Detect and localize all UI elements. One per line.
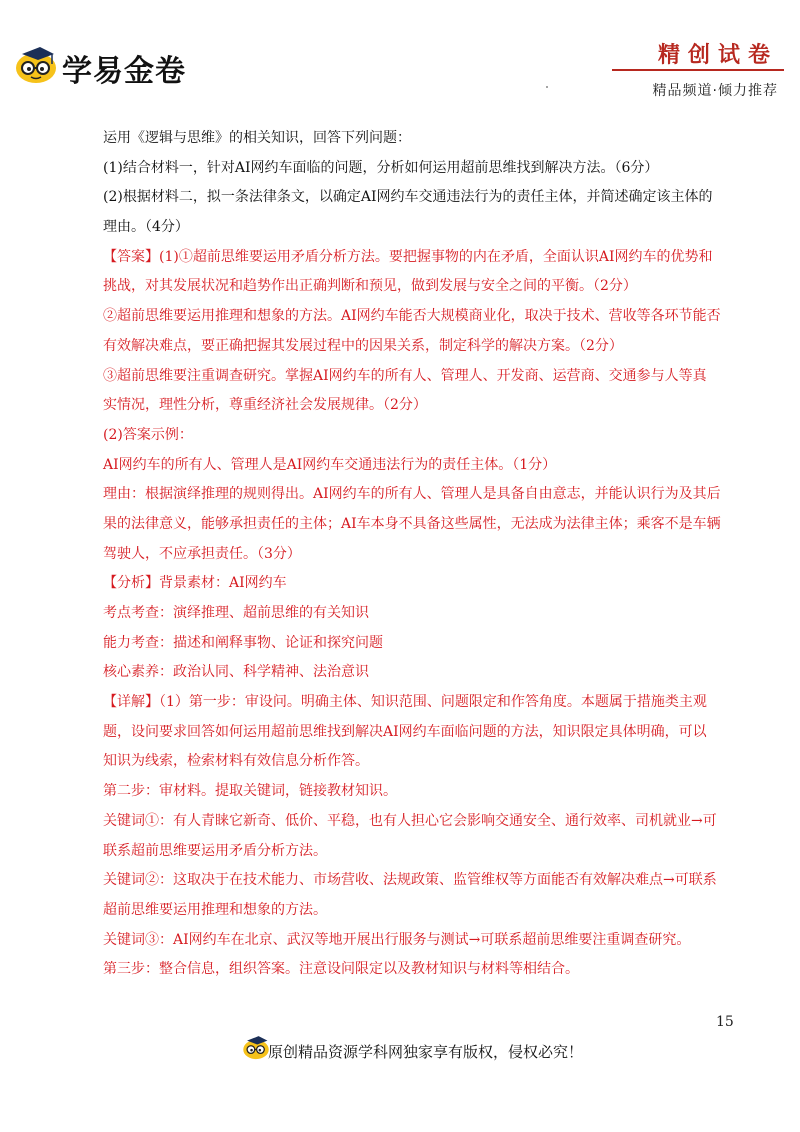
detail-line: 题，设问要求回答如何运用超前思维找到解决AI网约车面临问题的方法，知识限定具体明确，可以 [103,723,707,740]
detail-line: 关键词②：这取决于在技术能力、市场营收、法规政策、监管维权等方面能否有效解决难点→可联系 [103,872,717,889]
header-divider [612,69,784,71]
header-title: 精创试卷 [657,42,778,68]
text-line: (2)根据材料二，拟一条法律条文，以确定AI网约车交通违法行为的责任主体，并简述确定该主体的 [103,189,713,206]
answer-line: 实情况，理性分析，尊重经济社会发展规律。（2分） [103,397,427,414]
detail-line: 第二步：审材料。提取关键词，链接教材知识。 [103,783,397,800]
mascot-logo-icon [242,1034,270,1060]
answer-line: 有效解决难点，要正确把握其发展过程中的因果关系，制定科学的解决方案。（2分） [103,337,623,354]
document-body [103,124,723,985]
analysis-line: 考点考查：演绎推理、超前思维的有关知识 [103,605,369,621]
copyright-notice: 原创精品资源学科网独家享有版权，侵权必究！ [268,1043,584,1061]
answer-line: 果的法律意义，能够承担责任的主体；AI车本身不具备这些属性，无法成为法律主体；乘客不是车辆 [103,515,721,532]
detail-line: 关键词①：有人青睐它新奇、低价、平稳，也有人担心它会影响交通安全、通行效率、司机就业→可 [103,812,717,829]
analysis-line: 核心素养：政治认同、科学精神、法治意识 [103,664,369,681]
text-line: (1)结合材料一，针对AI网约车面临的问题，分析如何运用超前思维找到解决方法。（6分） [103,159,659,176]
page-header [0,0,800,110]
detail-line: 第三步：整合信息，组织答案。注意设问限定以及教材知识与材料等相结合。 [103,961,579,978]
detail-line: 【详解】（1）第一步：审设问。明确主体、知识范围、问题限定和作答角度。本题属于措施类主观 [103,694,707,711]
answer-line: 理由：根据演绎推理的规则得出。AI网约车的所有人、管理人是具备自由意志，并能认识行为及其后 [103,486,721,503]
answer-line: AI网约车的所有人、管理人是AI网约车交通违法行为的责任主体。（1分） [103,456,557,473]
mascot-logo-icon [14,44,58,84]
brand-name: 学易金卷 [62,54,186,89]
header-subtitle: 精品频道·倾力推荐 [652,83,778,99]
answer-line: 挑战，对其发展状况和趋势作出正确判断和预见，做到发展与安全之间的平衡。（2分） [103,278,637,295]
detail-line: 联系超前思维要运用矛盾分析方法。 [103,842,327,859]
text-line: 运用《逻辑与思维》的相关知识，回答下列问题： [103,130,411,146]
analysis-line: 能力考查：描述和阐释事物、论证和探究问题 [103,634,383,651]
analysis-line: 【分析】背景素材：AI网约车 [103,575,287,592]
answer-line: 驾驶人，不应承担责任。（3分） [103,545,301,562]
answer-line: 【答案】(1)①超前思维要运用矛盾分析方法。要把握事物的内在矛盾，全面认识AI网约车的优势和 [103,248,713,265]
answer-line: ②超前思维要运用推理和想象的方法。AI网约车能否大规模商业化，取决于技术、营收等各环节能否 [103,308,721,325]
detail-line: 知识为线索，检索材料有效信息分析作答。 [103,753,369,770]
detail-line: 关键词③：AI网约车在北京、武汉等地开展出行服务与测试→可联系超前思维要注重调查研究。 [103,931,691,948]
detail-line: 超前思维要运用推理和想象的方法。 [103,901,327,918]
answer-line: (2)答案示例： [103,426,193,443]
header-dot [546,86,548,88]
text-line: 理由。（4分） [103,219,189,236]
page-number: 15 [716,1014,734,1030]
answer-line: ③超前思维要注重调查研究。掌握AI网约车的所有人、管理人、开发商、运营商、交通参与人等真 [103,367,707,384]
